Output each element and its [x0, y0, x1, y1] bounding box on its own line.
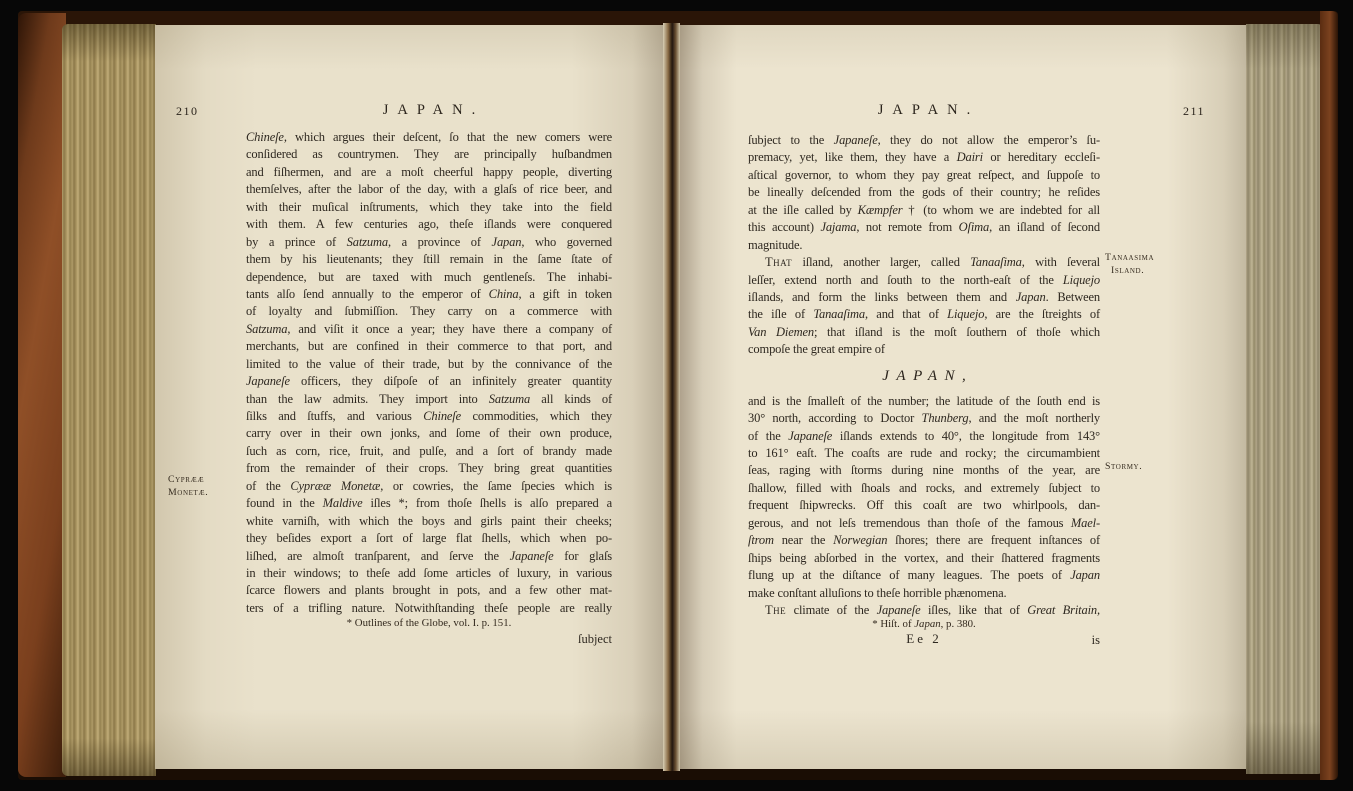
text-line: found in the Maldive iſles *; from thoſe ſhells is alſo prepared a: [246, 496, 612, 511]
text-line: flung up at the diſtance of many leagues. The poets of Japan: [748, 568, 1100, 583]
text-line: leſſer, extend north and ſouth to the north-eaſt of the Liquejo: [748, 272, 1100, 287]
right-page-edges: [1246, 24, 1322, 774]
text-line: iſlands, and form the links between them and Japan. Between: [748, 289, 1100, 304]
text-line: ſuch as corn, rice, fruit, and pulſe, and a ſort of brandy made: [246, 443, 612, 458]
text-line: than the law admits. They import into Satzuma all kinds of: [246, 391, 612, 406]
margin-note-stormy: [1105, 461, 1230, 474]
text-line: Satzuma, and viſit it once a year; they have there a company of: [246, 321, 612, 336]
margin-note-line: Monetæ.: [168, 486, 209, 498]
text-line: ſeas, raging with ſtorms during nine months of the year, are: [748, 463, 1100, 478]
right-cover-edge: [1320, 11, 1338, 780]
text-line: with their muſical inſtruments, which they take into the field: [246, 199, 612, 214]
catchword-left: ſubject: [577, 632, 612, 646]
text-line: of the Cyprææ Monetæ, or cowries, the ſame ſpecies which is: [246, 478, 613, 493]
text-line: and is the ſmalleſt of the number; the latitude of the ſouth end is: [748, 393, 1100, 408]
text-line: with them. A few centuries ago, theſe iſlands were conquered: [246, 217, 612, 232]
text-line: conſidered as countrymen. They are principally huſbandmen: [246, 147, 612, 162]
margin-note-cypraeae-monetae: [168, 474, 258, 499]
margin-note-line: Tanaasima: [1105, 252, 1155, 263]
text-line: to 161° eaſt. The coaſts are rude and rocky; the circumambient: [748, 446, 1100, 460]
text-line: of the Japaneſe iſlands extends to 40°, the longitude from 143°: [748, 428, 1100, 443]
text-line: ters of a trifling nature. Notwithſtanding theſe people are really: [246, 600, 612, 615]
text-line: merchants, but are confined in their commerce to that port, and: [246, 339, 612, 354]
text-line: the iſle of Tanaaſima, and that of Liquejo, are the ſtreights of: [748, 307, 1100, 322]
text-line: be lineally deſcended from the gods of their country; he reſides: [748, 185, 1100, 200]
text-line: carry over in their own jonks, and ſome of their own produce,: [246, 426, 612, 441]
left-page: [155, 25, 663, 769]
text-line: Van Diemen; that iſland is the moſt ſouthern of thoſe which: [748, 324, 1100, 339]
text-line: make conſtant alluſions to theſe horrible phænomena.: [748, 585, 1007, 600]
text-line: Chineſe, which argues their deſcent, ſo that the new comers were: [246, 130, 612, 144]
text-line: dependence, but are taxed with much gentleneſs. The inhabi-: [246, 269, 612, 284]
margin-note-tanaasima-island: [1105, 252, 1230, 277]
text-line: tants alſo ſend annually to the emperor of China, a gift in token: [246, 286, 612, 301]
footnote-left: * Outlines of the Globe, vol. I. p. 151.: [346, 617, 512, 629]
section-heading-japan: JAPAN,: [882, 367, 974, 384]
text-line: ſhallow, filled with ſhoals and rocks, and extremely ſubject to: [748, 480, 1100, 495]
footnote-right: * Hiſt. of Japan, p. 380.: [872, 618, 976, 630]
text-line: this account) Jajama, not remote from Oſima, an iſland of ſecond: [748, 220, 1100, 235]
signature-mark: Ee 2: [906, 631, 942, 646]
text-line: by a prince of Satzuma, a province of Japan, who governed: [246, 234, 613, 249]
text-line: liſhed, are almoſt tranſparent, and ſerve the Japaneſe for glaſs: [246, 548, 612, 563]
text-line: That iſland, another larger, called Tanaaſima, with ſeveral: [765, 255, 1100, 270]
text-line: them by his lieutenants; they ſtill remain in the ſame ſtate of: [246, 252, 612, 267]
text-line: in their windows; to theſe add ſome articles of luxury, in various: [246, 565, 612, 580]
margin-note-line: Stormy.: [1105, 461, 1143, 472]
text-line: premacy, yet, like them, they have a Dairi or hereditary eccleſi-: [748, 150, 1100, 165]
margin-note-line: Island.: [1111, 264, 1145, 276]
catchword-right: is: [1091, 633, 1100, 647]
right-page-body-text: [748, 132, 1100, 619]
text-line: white varniſh, with which the boys and girls paint their cheeks;: [246, 513, 612, 528]
text-line: ſhips being abſorbed in the vortex, and their ſhattered fragments: [748, 550, 1100, 565]
running-head-right: JAPAN.: [877, 102, 980, 118]
text-line: ſtrom near the Norwegian ſhores; there are frequent inſtances of: [748, 533, 1101, 548]
text-line: limited to the value of their trade, but by the connivance of the: [246, 356, 612, 371]
text-line: gerous, and not leſs tremendous than thoſe of the famous Mael-: [748, 515, 1100, 530]
text-line: frequent ſhipwrecks. Off this coaſt are two whirlpools, dan-: [748, 498, 1100, 513]
text-line: Japaneſe officers, they diſpoſe of an infinitely greater quantity: [246, 374, 612, 389]
right-page: [680, 25, 1246, 769]
text-line: at the iſle called by Kæmpfer † (to whom we are indebted for all: [748, 202, 1100, 217]
text-line: they beſides export a ſort of large flat ſhells, which when po-: [246, 531, 612, 546]
text-line: The climate of the Japaneſe iſles, like that of Great Britain,: [765, 602, 1100, 617]
text-line: ſilks and ſtuffs, and various Chineſe commodities, which they: [246, 409, 613, 423]
text-line: ſubject to the Japaneſe, they do not allow the emperor’s ſu-: [748, 133, 1100, 147]
text-line: of loyalty and ſubmiſſion. They carry on a commerce with: [246, 304, 612, 319]
text-line: from the remainder of their crops. They bring great quantities: [246, 461, 612, 476]
margin-note-line: Cyprææ: [168, 474, 205, 485]
text-line: ſcarce flowers and plants brought in pots, and a few other mat-: [246, 583, 612, 598]
left-page-body-text: [246, 129, 612, 617]
page-number-right: 211: [1182, 104, 1205, 118]
left-page-edges: [62, 24, 156, 776]
text-line: magnitude.: [748, 237, 803, 252]
text-line: aſtical governor, to whom they pay great reſpect, and ſuppoſe to: [748, 167, 1100, 182]
page-number-left: 210: [176, 104, 199, 118]
book-gutter: [663, 23, 680, 771]
left-cover-edge: [18, 13, 66, 777]
text-line: 30° north, according to Doctor Thunberg, and the moſt northerly: [748, 411, 1100, 426]
text-line: compoſe the great empire of: [748, 342, 885, 357]
text-line: and fiſhermen, and are a moſt cheerful happy people, diverting: [246, 164, 612, 179]
book: [18, 11, 1338, 780]
right-text-lower: [748, 393, 1100, 620]
text-line: themſelves, after the labor of the day, with a glaſs of rice beer, and: [246, 182, 612, 197]
right-text-upper: [748, 132, 1100, 359]
running-head-left: JAPAN.: [382, 102, 485, 118]
